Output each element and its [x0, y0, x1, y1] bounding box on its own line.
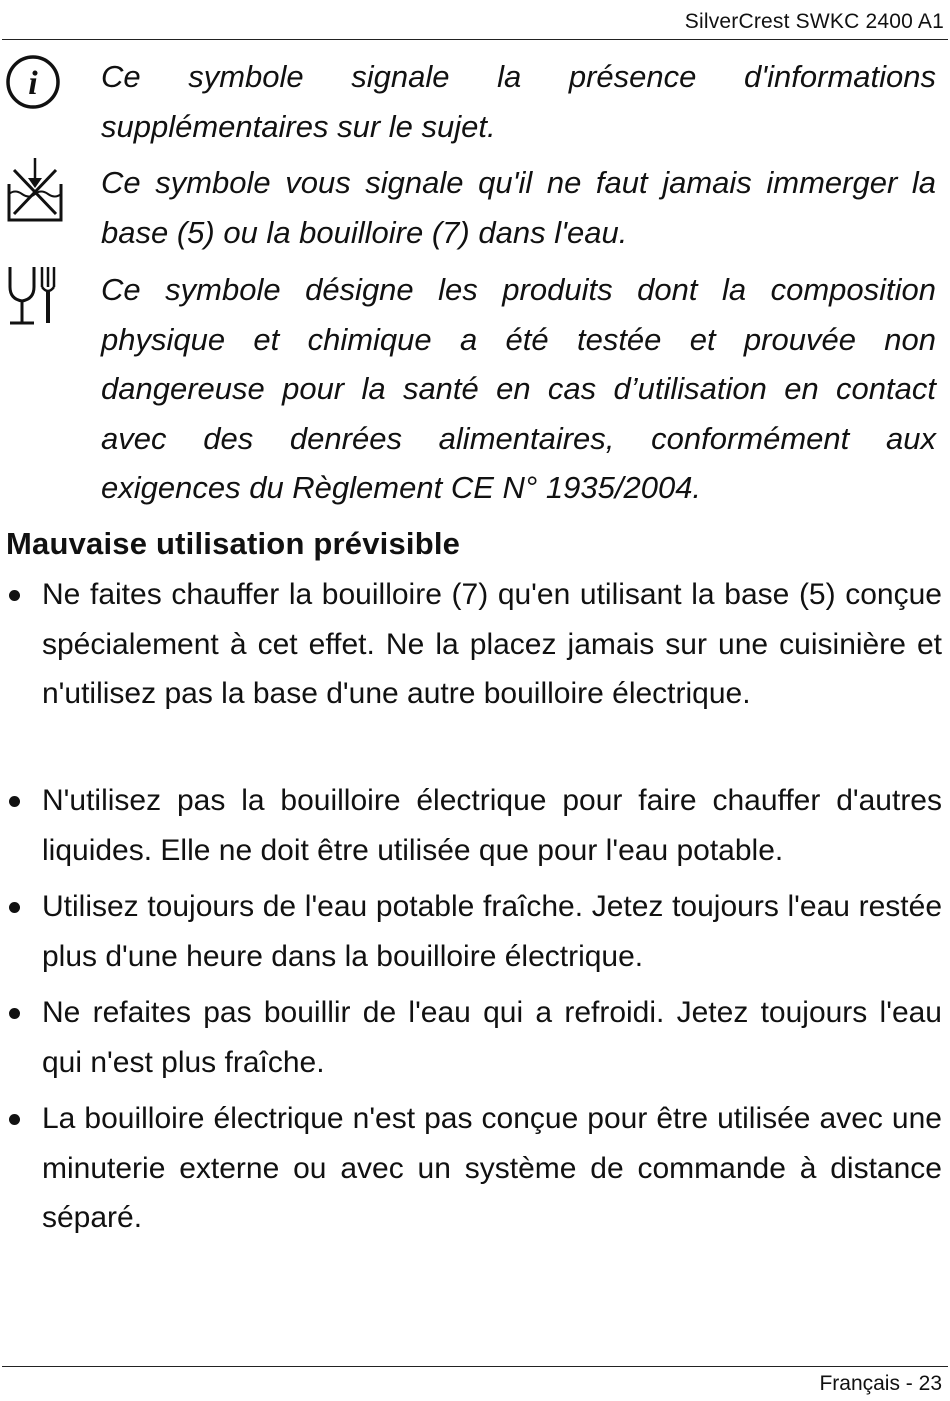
bullet-text: Ne refaites pas bouillir de l'eau qui a refroidi. Jetez toujours l'eau qui n'est plus fraîche.	[42, 996, 942, 1079]
bullet-icon	[9, 1008, 20, 1019]
running-header: SilverCrest SWKC 2400 A1	[684, 10, 944, 33]
bullet-icon	[9, 796, 20, 807]
bullet-text: Ne faites chauffer la bouilloire (7) qu'en utilisant la base (5) conçue spécialement à cet effet. Ne la placez jamais sur une cuisinière et n'utilisez pas la base d'une autre bouilloire électrique.	[42, 578, 942, 710]
svg-text:i: i	[28, 65, 38, 102]
symbol-text-food-safe: Ce symbole désigne les produits dont la composition physique et chimique a été testée et prouvée non dangereuse pour la santé en cas d’utilisation en contact avec des denrées alimentaires, conformément aux exigences du Règlement CE N° 1935/2004.	[101, 272, 936, 505]
info-icon	[4, 54, 62, 115]
bullet-text: Utilisez toujours de l'eau potable fraîche. Jetez toujours l'eau restée plus d'une heure dans la bouilloire électrique.	[42, 890, 942, 973]
bullet-icon	[9, 902, 20, 913]
bullet-icon	[9, 590, 20, 601]
footer-rule	[2, 1366, 948, 1367]
header-rule	[2, 39, 948, 40]
symbol-text-no-immerse: Ce symbole vous signale qu'il ne faut jamais immerger la base (5) ou la bouilloire (7) dans l'eau.	[101, 165, 936, 250]
symbol-text-info: Ce symbole signale la présence d'informations supplémentaires sur le sujet.	[101, 59, 936, 144]
food-safe-icon	[4, 265, 62, 332]
bullet-text: La bouilloire électrique n'est pas conçue pour être utilisée avec une minuterie externe ou avec un système de commande à distance séparé.	[42, 1102, 942, 1234]
bullet-icon	[9, 1114, 20, 1125]
no-immerse-icon	[4, 158, 66, 229]
bullet-text: N'utilisez pas la bouilloire électrique pour faire chauffer d'autres liquides. Elle ne doit être utilisée que pour l'eau potable.	[42, 784, 942, 867]
page-footer: Français - 23	[819, 1372, 942, 1395]
section-heading: Mauvaise utilisation prévisible	[6, 526, 461, 561]
